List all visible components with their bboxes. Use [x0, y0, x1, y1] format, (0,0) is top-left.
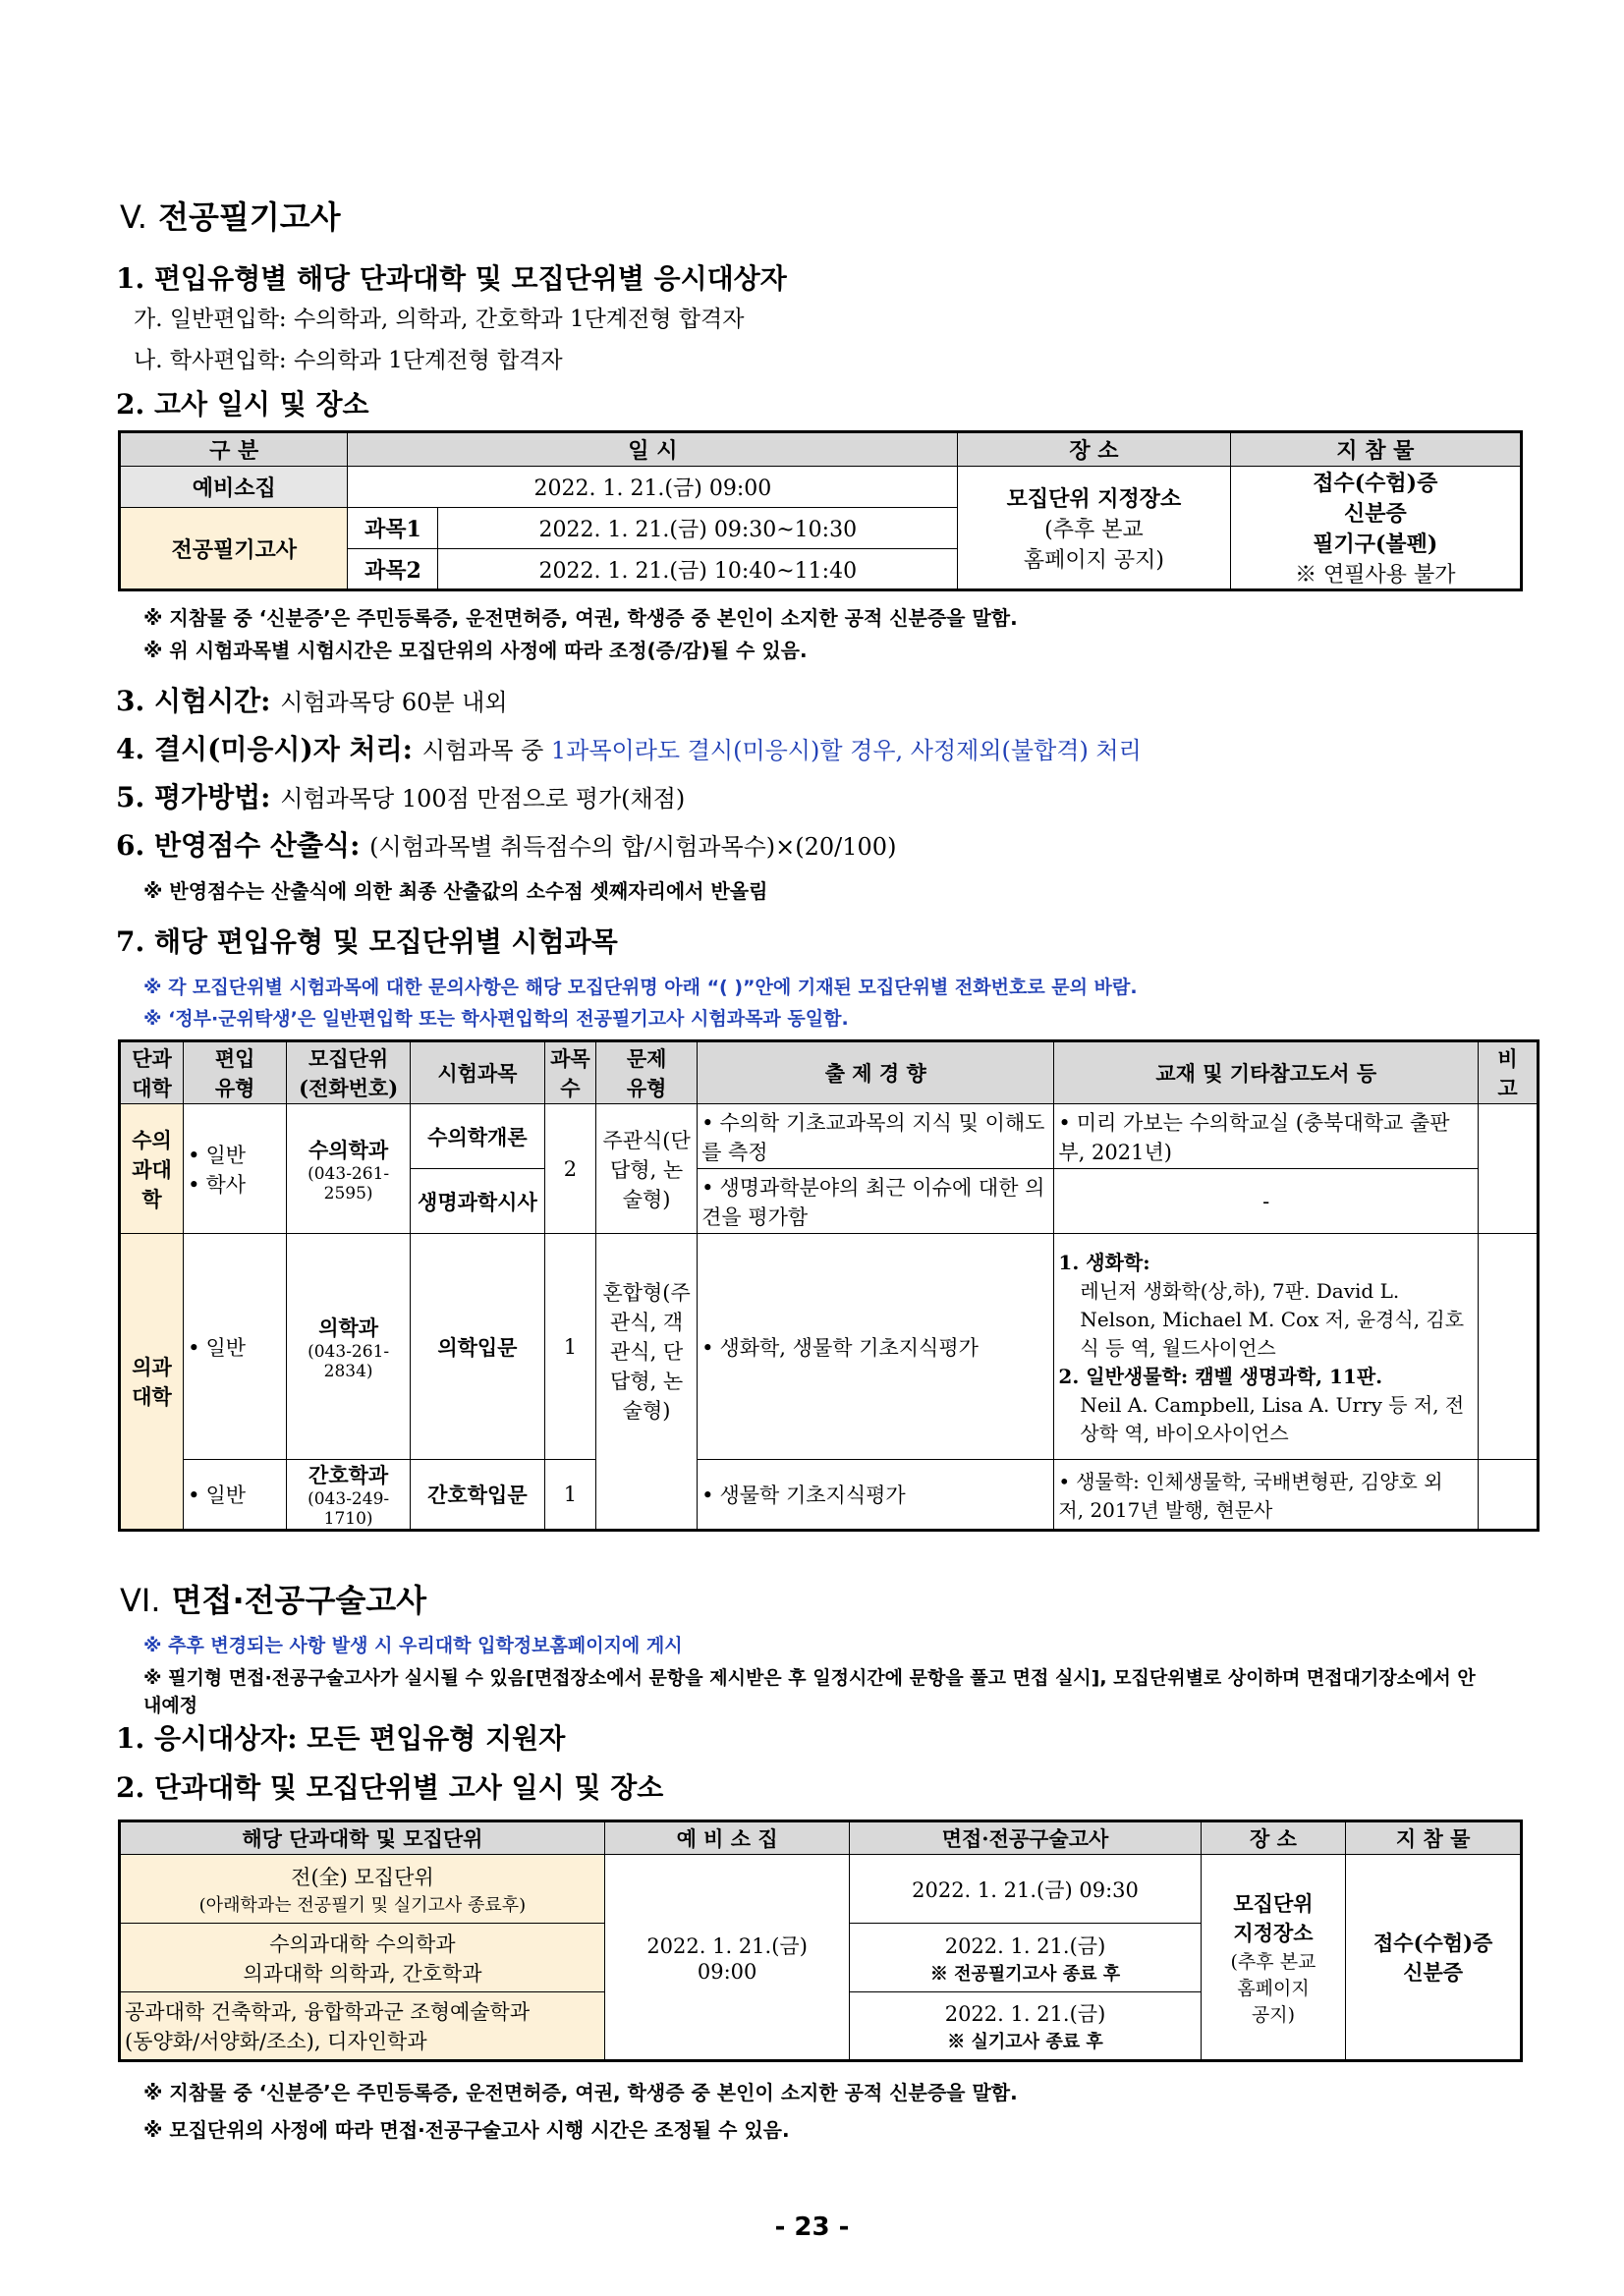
subject-table [118, 1039, 1540, 1532]
med-book1-title: 1. 생화학: [1058, 1251, 1150, 1274]
s6-item1-title: 응시대상자: 모든 편입유형 지원자 [153, 1722, 566, 1755]
med-subj: 의학입문 [411, 1234, 545, 1460]
page-number: - 23 - [774, 2212, 850, 2242]
item4-num: 4. [116, 733, 145, 765]
item6-text: (시험과목별 취득점수의 합/시험과목수)×(20/100) [369, 833, 897, 861]
med-books [1054, 1234, 1479, 1460]
nur-subj: 간호학입문 [411, 1460, 545, 1531]
bring-1: 접수(수험)증 [1373, 1931, 1493, 1955]
item2-note2: ※ 위 시험과목별 시험시간은 모집단위의 사정에 따라 조정(증/감)될 수 있음. [143, 639, 808, 662]
vet-type1: • 일반 [188, 1140, 282, 1169]
nur-row [120, 1460, 1539, 1531]
interview-header-row [120, 1821, 1522, 1855]
vet-trend1: • 수의학 기초교과목의 지식 및 이해도를 측정 [698, 1104, 1054, 1169]
item6-num: 6. [116, 829, 145, 862]
th-trend: 출 제 경 향 [698, 1041, 1054, 1104]
item7-title: 해당 편입유형 및 모집단위별 시험과목 [153, 925, 618, 958]
med-book1-text: 레닌저 생화학(상,하), 7판. David L. Nelson, Michael M. Cox 저, 윤경식, 김호식 등 역, 월드사이언스 [1080, 1279, 1465, 1360]
exam-label: 전공필기고사 [120, 508, 348, 590]
med-book2-text: Neil A. Campbell, Lisa A. Urry 등 저, 전상학 역, 바이오사이언스 [1080, 1393, 1465, 1445]
item4 [116, 728, 1142, 767]
th-books: 교재 및 기타참고도서 등 [1054, 1041, 1479, 1104]
location-4: 홈페이지 [1237, 1977, 1310, 1999]
vet-qtype: 주관식(단답형, 논술형) [596, 1104, 698, 1234]
exam-items-line2: 신분증 [1343, 501, 1407, 527]
th-unit [287, 1041, 411, 1104]
section6-note3: ※ 지참물 중 ‘신분증’은 주민등록증, 운전면허증, 여권, 학생증 중 본인이 소지한 공적 신분증을 말함. [143, 2081, 1018, 2104]
exam-place-cell [958, 467, 1230, 590]
th-note [1479, 1041, 1539, 1104]
nur-note [1479, 1460, 1539, 1531]
med-unit-cell [287, 1234, 411, 1460]
th-college-2: 대학 [132, 1076, 172, 1100]
exam-items-cell [1230, 467, 1521, 590]
item6-note: ※ 반영점수는 산출식에 의한 최종 산출값의 소수점 셋째자리에서 반올림 [143, 879, 768, 903]
vet-subj1: 수의학개론 [411, 1104, 545, 1169]
interview-time-3b: ※ 실기고사 종료 후 [947, 2032, 1103, 2052]
item5 [116, 776, 685, 815]
th-bring: 지 참 물 [1346, 1821, 1522, 1855]
interview-table [118, 1820, 1523, 2062]
vet-note [1479, 1104, 1539, 1234]
location-2: 지정장소 [1233, 1920, 1314, 1945]
item5-title: 평가방법: [153, 781, 271, 813]
th-type [184, 1041, 287, 1104]
med-phone: (043-261-2834) [308, 1341, 390, 1381]
exam-schedule-header-row [120, 432, 1522, 467]
s6-item2-title: 단과대학 및 모집단위별 고사 일시 및 장소 [153, 1771, 664, 1804]
th-qtype [596, 1041, 698, 1104]
med-book2-title: 2. 일반생물학: 캠벨 생명과학, 11판. [1058, 1365, 1383, 1388]
interview-row-1 [120, 1855, 1522, 1924]
th-type-2: 유형 [214, 1076, 255, 1100]
th-qtype-2: 유형 [626, 1076, 667, 1100]
interview-time-2 [850, 1924, 1201, 1992]
vet-phone: (043-261-2595) [308, 1163, 390, 1204]
th-qtype-1: 문제 [626, 1046, 667, 1071]
item7-heading [116, 921, 618, 960]
item2-heading [116, 383, 369, 422]
exam-schedule-table [118, 430, 1523, 591]
item5-text: 시험과목당 100점 만점으로 평가(채점) [280, 785, 686, 812]
prep-row [120, 467, 1522, 508]
th-note-2: 고 [1497, 1076, 1518, 1100]
s6-item1-num: 1. [116, 1722, 145, 1755]
exam-place-line2: (추후 본교 [1044, 517, 1144, 542]
vet-unit: 수의학과 [308, 1137, 389, 1162]
vet-count: 2 [544, 1104, 596, 1234]
item4-title: 결시(미응시)자 처리: [153, 733, 413, 765]
th-college [120, 1041, 184, 1104]
vet-trend2: • 생명과학분야의 최근 이슈에 대한 의견을 평가함 [698, 1169, 1054, 1234]
item1-sub-b: 나. 학사편입학: 수의학과 1단계전형 합격자 [134, 348, 563, 373]
th-subject: 시험과목 [411, 1041, 545, 1104]
med-row [120, 1234, 1539, 1460]
s6-item2-num: 2. [116, 1771, 145, 1804]
units-1b: (아래학과는 전공필기 및 실기고사 종료후) [198, 1894, 527, 1916]
exam-place-line3: 홈페이지 공지) [1023, 547, 1164, 573]
th-unit-2: (전화번호) [299, 1076, 399, 1100]
vet-types [184, 1104, 287, 1234]
item6 [116, 824, 896, 864]
prep-cell [604, 1855, 850, 2061]
nur-trend: • 생물학 기초지식평가 [698, 1460, 1054, 1531]
med-note [1479, 1234, 1539, 1460]
th-count-2: 수 [560, 1076, 581, 1100]
units-1a: 전(全) 모집단위 [291, 1865, 434, 1889]
med-count: 1 [544, 1234, 596, 1460]
th-datetime: 일 시 [348, 432, 958, 467]
med-unit: 의학과 [318, 1315, 379, 1340]
item1-title: 편입유형별 해당 단과대학 및 모집단위별 응시대상자 [153, 262, 787, 295]
vet-college: 수의과대학 [120, 1104, 184, 1234]
interview-time-2b: ※ 전공필기고사 종료 후 [929, 1963, 1121, 1985]
prep-time: 2022. 1. 21.(금) 09:00 [348, 467, 958, 508]
item1-num: 1. [116, 262, 145, 295]
item4-text: 시험과목 중 [421, 737, 551, 764]
s6-item2 [116, 1766, 663, 1806]
location-1: 모집단위 [1233, 1890, 1314, 1916]
th-count-1: 과목 [550, 1046, 590, 1071]
item3 [116, 680, 508, 719]
section6-note4: ※ 모집단위의 사정에 따라 면접·전공구술고사 시행 시간은 조정될 수 있음. [143, 2118, 790, 2142]
nur-unit-cell [287, 1460, 411, 1531]
med-college: 의과대학 [120, 1234, 184, 1531]
nur-phone: (043-249-1710) [308, 1489, 390, 1529]
section5-roman: V. [120, 198, 147, 236]
section6-note2: ※ 필기형 면접·전공구술고사가 실시될 수 있음[면접장소에서 문항을 제시받은 후 일정시간에 문항을 풀고 면접 실시], 모집단위별로 상이하며 면접대기장소에서 안내예정 [143, 1667, 1476, 1716]
exam-items-line3: 필기구(볼펜) [1313, 532, 1438, 557]
vet-subj2: 생명과학시사 [411, 1169, 545, 1234]
item3-num: 3. [116, 685, 145, 717]
location-5: 공지) [1251, 2003, 1296, 2026]
s6-item1 [116, 1717, 565, 1757]
vet-type2: • 학사 [188, 1169, 282, 1199]
exam-items-line4: ※ 연필사용 불가 [1295, 563, 1456, 588]
th-items: 지 참 물 [1230, 432, 1521, 467]
item7-note2: ※ ‘정부·군위탁생’은 일반편입학 또는 학사편입학의 전공필기고사 시험과목과 동일함. [143, 1008, 849, 1030]
th-place: 장 소 [958, 432, 1230, 467]
vet-book2: - [1054, 1169, 1479, 1234]
item7-num: 7. [116, 925, 145, 958]
bring-2: 신분증 [1403, 1960, 1464, 1985]
item3-text: 시험과목당 60분 내외 [280, 689, 508, 716]
item4-text-blue: 1과목이라도 결시(미응시)할 경우, 사정제외(불합격) 처리 [550, 737, 1142, 764]
subj2-time: 2022. 1. 21.(금) 10:40~11:40 [438, 549, 958, 590]
item6-title: 반영점수 산출식: [153, 829, 361, 862]
units-2b: 의과대학 의학과, 간호학과 [243, 1961, 482, 1986]
vet-book1: • 미리 가보는 수의학교실 (충북대학교 출판부, 2021년) [1054, 1104, 1479, 1169]
med-type: • 일반 [188, 1332, 282, 1362]
prep-label: 예비소집 [120, 467, 348, 508]
item1-sub-a: 가. 일반편입학: 수의학과, 의학과, 간호학과 1단계전형 합격자 [134, 307, 745, 332]
section6-roman: VI. [120, 1582, 161, 1619]
nur-count: 1 [544, 1460, 596, 1531]
th-category: 구 분 [120, 432, 348, 467]
th-count [544, 1041, 596, 1104]
vet-row-1 [120, 1104, 1539, 1169]
section6-title-text: 면접·전공구술고사 [171, 1582, 427, 1619]
med-trend: • 생화학, 생물학 기초지식평가 [698, 1234, 1054, 1460]
subj2-label: 과목2 [348, 549, 438, 590]
vet-unit-cell [287, 1104, 411, 1234]
nur-type: • 일반 [188, 1480, 282, 1509]
med-qtype: 혼합형(주관식, 객관식, 단답형, 논술형) [596, 1234, 698, 1531]
units-cell-3 [120, 1992, 605, 2061]
med-type-cell [184, 1234, 287, 1460]
location-cell [1201, 1855, 1346, 2061]
section5-title [120, 193, 341, 238]
subject-header-row [120, 1041, 1539, 1104]
subj1-label: 과목1 [348, 508, 438, 549]
units-3b: (동양화/서양화/조소), 디자인학과 [125, 2030, 427, 2053]
units-3a: 공과대학 건축학과, 융합학과군 조형예술학과 [125, 2000, 531, 2024]
prep-a: 2022. 1. 21.(금) [646, 1934, 808, 1958]
item7-note1: ※ 각 모집단위별 시험과목에 대한 문의사항은 해당 모집단위명 아래 “( )”안에 기재된 모집단위별 전화번호로 문의 바람. [143, 977, 1138, 998]
th-interview: 면접·전공구술고사 [850, 1821, 1201, 1855]
nur-type-cell [184, 1460, 287, 1531]
item2-num: 2. [116, 388, 145, 420]
th-unit-1: 모집단위 [308, 1046, 389, 1071]
exam-place-line1: 모집단위 지정장소 [1006, 485, 1182, 512]
bring-cell [1346, 1855, 1522, 2061]
interview-time-3a: 2022. 1. 21.(금) [944, 2002, 1106, 2026]
interview-time-1: 2022. 1. 21.(금) 09:30 [850, 1855, 1201, 1924]
exam-items-line1: 접수(수험)증 [1313, 471, 1438, 496]
location-3: (추후 본교 [1230, 1950, 1316, 1973]
item3-title: 시험시간: [153, 685, 271, 717]
units-cell-2 [120, 1924, 605, 1992]
th-note-1: 비 [1497, 1046, 1518, 1071]
th-prep: 예 비 소 집 [604, 1821, 850, 1855]
section6-title [120, 1576, 426, 1621]
section5-title-text: 전공필기고사 [158, 198, 341, 236]
item5-num: 5. [116, 781, 145, 813]
item2-note1: ※ 지참물 중 ‘신분증’은 주민등록증, 운전면허증, 여권, 학생증 중 본인이 소지한 공적 신분증을 말함. [143, 606, 1018, 630]
th-units: 해당 단과대학 및 모집단위 [120, 1821, 605, 1855]
section6-note1: ※ 추후 변경되는 사항 발생 시 우리대학 입학정보홈페이지에 게시 [143, 1635, 683, 1656]
th-type-1: 편입 [214, 1046, 255, 1071]
nur-unit: 간호학과 [308, 1463, 389, 1487]
interview-time-2a: 2022. 1. 21.(금) [944, 1933, 1106, 1958]
subj1-time: 2022. 1. 21.(금) 09:30~10:30 [438, 508, 958, 549]
prep-b: 09:00 [697, 1960, 757, 1984]
interview-time-3 [850, 1992, 1201, 2061]
item1-heading [116, 257, 787, 297]
units-2a: 수의과대학 수의학과 [269, 1932, 456, 1956]
th-location: 장 소 [1201, 1821, 1346, 1855]
units-cell-1 [120, 1855, 605, 1924]
nur-book: • 생물학: 인체생물학, 국배변형판, 김양호 외 저, 2017년 발행, 현문사 [1054, 1460, 1479, 1531]
item2-title: 고사 일시 및 장소 [153, 388, 369, 420]
th-college-1: 단과 [132, 1046, 172, 1071]
